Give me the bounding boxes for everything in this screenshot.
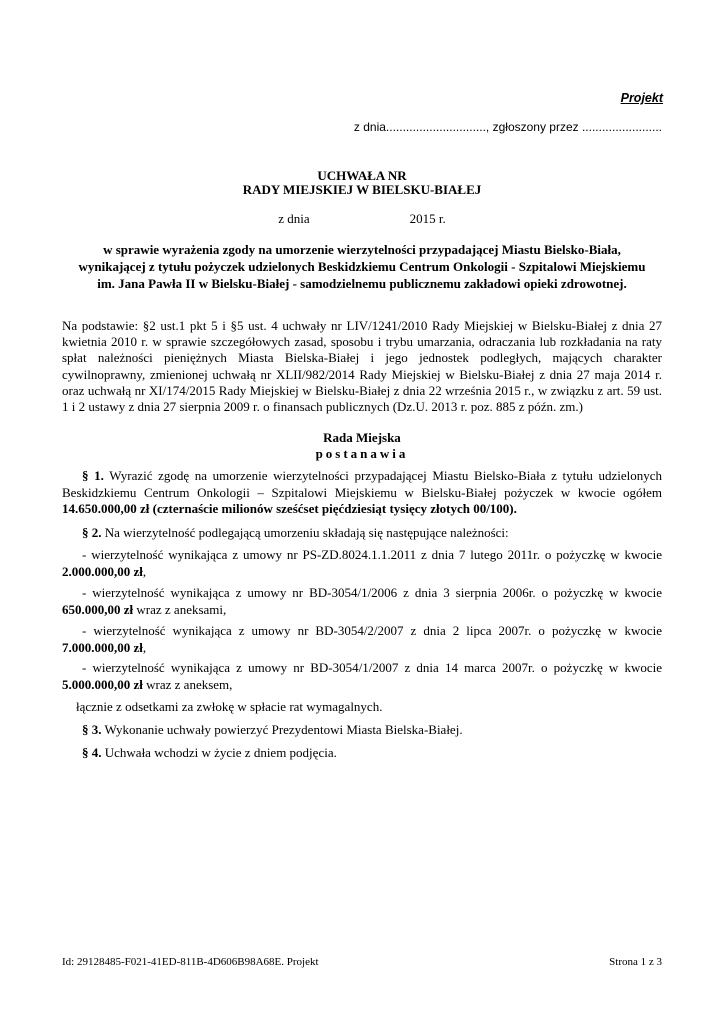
section-4 (62, 745, 662, 762)
section-4-label: § 4. (82, 745, 102, 760)
claim-item-text: - wierzytelność wynikająca z umowy nr BD-3054/1/2007 z dnia 14 marca 2007r. o pożyczkę w kwocie (82, 660, 662, 675)
claim-item-3 (62, 623, 662, 656)
resolution-subject (60, 241, 664, 292)
claim-item-2 (62, 585, 662, 618)
claim-item-suffix: , (142, 639, 147, 655)
resolution-title: UCHWAŁA NR (317, 168, 407, 183)
claim-item-1 (62, 547, 662, 580)
section-2-label: § 2. (82, 525, 102, 540)
council-title: RADY MIEJSKIEJ W BIELSKU-BIAŁEJ (242, 182, 482, 197)
date-year: 2015 r. (409, 211, 446, 226)
section-3 (62, 722, 662, 739)
section-1-text: Wyrazić zgodę na umorzenie wierzytelności przypadającej Miastu Bielsko-Biała z tytułu udzielonych Beskidzkiemu Centrum Onkologii – Szpitalowi Miejskiemu w Bielsku-Białej pożyczek w kwocie ogółem (62, 468, 662, 500)
section-1 (62, 468, 662, 518)
section-1-amount: 14.650.000,00 zł (czternaście milionów sześćset pięćdziesiąt tysięcy złotych 00/100). (62, 501, 517, 516)
claim-item-amount: 2.000.000,00 zł (62, 563, 143, 579)
document-id: Id: 29128485-F021-41ED-811B-4D606B98A68E. Projekt (62, 956, 319, 968)
page-number: Strona 1 z 3 (609, 956, 662, 968)
resolution-date (60, 211, 664, 227)
interest-note: łącznie z odsetkami za zwłokę w spłacie rat wymagalnych. (76, 699, 383, 714)
claim-item-text: - wierzytelność wynikająca z umowy nr BD-3054/2/2007 z dnia 2 lipca 2007r. o pożyczkę w kwocie (82, 623, 662, 638)
claim-item-text: - wierzytelność wynikająca z umowy nr PS-ZD.8024.1.1.2011 z dnia 7 lutego 2011r. o pożyczkę w kwocie (82, 547, 662, 562)
subject-line-3: im. Jana Pawła II w Bielsku-Białej - samodzielnemu publicznemu zakładowi opieki zdrowotnej. (97, 276, 627, 291)
council-name: Rada Miejska (323, 430, 401, 445)
projekt-label: Projekt (620, 91, 663, 105)
section-2 (62, 525, 662, 542)
subject-line-2: wynikającej z tytułu pożyczek udzielonych Beskidzkiemu Centrum Onkologii - Szpitalowi Miejskiemu (78, 259, 646, 274)
claim-item-suffix: wraz z aneksami, (133, 601, 227, 617)
claim-item-suffix: , (142, 563, 147, 579)
claim-item-suffix: wraz z aneksem, (142, 676, 233, 692)
claim-item-amount: 650.000,00 zł (62, 601, 134, 617)
section-1-label: § 1. (82, 468, 104, 483)
council-decides: postanawia (315, 446, 409, 461)
date-prefix: z dnia (278, 211, 310, 226)
submission-line: z dnia.............................., zgłoszony przez ........................ (353, 120, 662, 134)
claim-item-4 (62, 660, 662, 693)
claim-item-text: - wierzytelność wynikająca z umowy nr BD-3054/1/2006 z dnia 3 sierpnia 2006r. o pożyczkę w kwocie (82, 585, 662, 600)
section-3-text: Wykonanie uchwały powierzyć Prezydentowi Miasta Bielska-Białej. (101, 722, 463, 737)
legal-basis: Na podstawie: §2 ust.1 pkt 5 i §5 ust. 4 uchwały nr LIV/1241/2010 Rady Miejskiej w Bielsku-Białej z dnia 27 kwietnia 2010 r. w sprawie szczegółowych zasad, sposobu i trybu umarzania, odraczania lub rozkładania na raty spłat należności pieniężnych Miasta Bielska-Białej i jego jednostek podległych, mających charakter cywilnoprawny, zmienionej uchwałą nr XLII/982/2014 Rady Miejskiej w Bielsku-Białej z dnia 27 maja 2014 r. oraz uchwałą nr XI/174/2015 Rady Miejskiej w Bielsku-Białej z dnia 22 września 2015 r., w związku z art. 59 ust. 1 i 2 ustawy z dnia 27 sierpnia 2009 r. o finansach publicznych (Dz.U. 2013 r. poz. 885 z późn. zm.) (62, 318, 662, 415)
section-4-text: Uchwała wchodzi w życie z dniem podjęcia. (101, 745, 337, 760)
claim-item-amount: 5.000.000,00 zł (62, 676, 143, 692)
section-3-label: § 3. (82, 722, 102, 737)
subject-line-1: w sprawie wyrażenia zgody na umorzenie wierzytelności przypadającej Miastu Bielsko-Biała, (103, 242, 621, 257)
section-2-text: Na wierzytelność podlegającą umorzeniu składają się następujące należności: (101, 525, 509, 540)
claim-item-amount: 7.000.000,00 zł (62, 639, 143, 655)
